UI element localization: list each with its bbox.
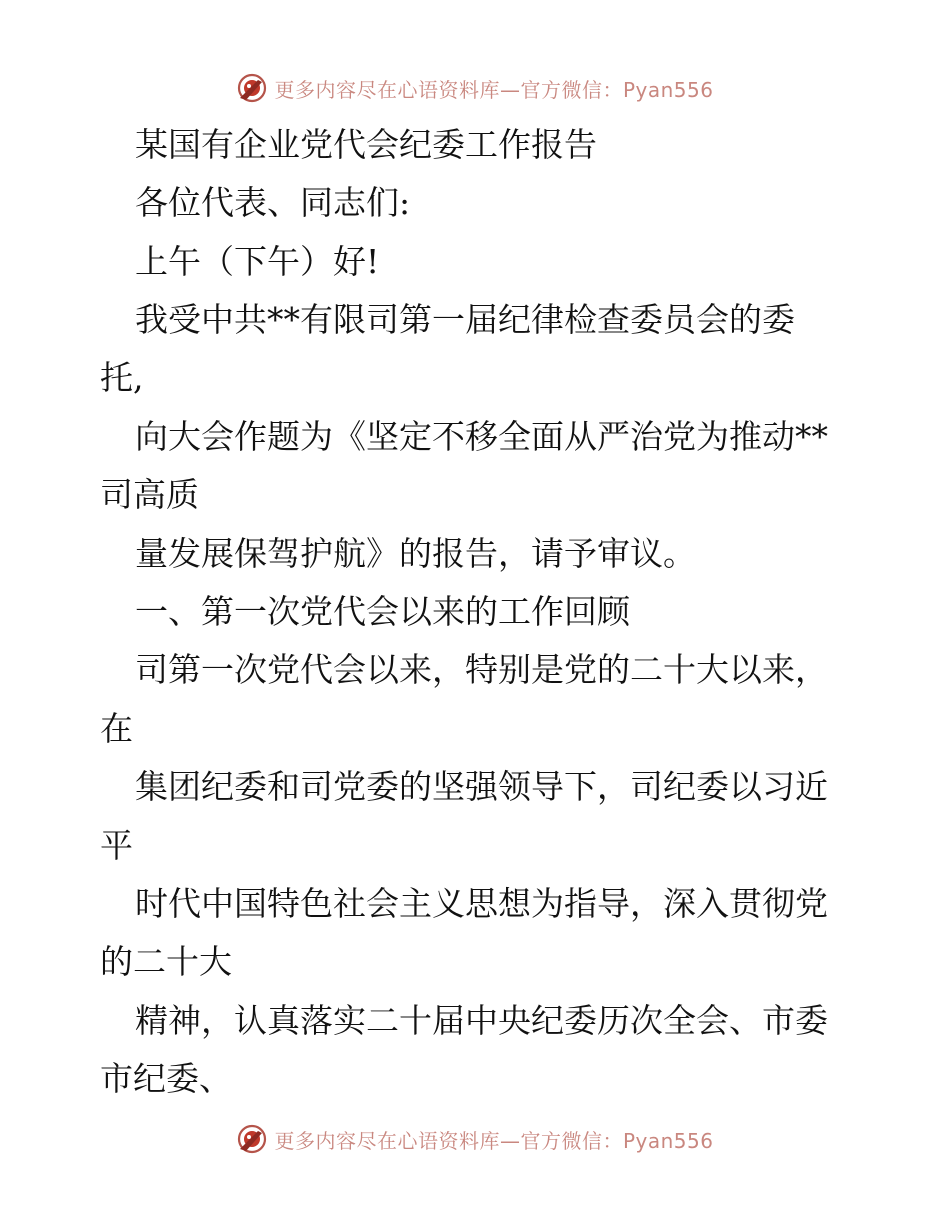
section-heading: 一、第一次党代会以来的工作回顾 [135, 592, 630, 631]
watermark-text: 更多内容尽在心语资料库—官方微信：Pyan556 [274, 77, 714, 102]
watermark-footer [0, 1123, 950, 1155]
paragraph-line: 量发展保驾护航》的报告，请予审议。 [135, 534, 696, 573]
watermark-text: 更多内容尽在心语资料库—官方微信：Pyan556 [274, 1128, 714, 1153]
paragraph-line: 平 [100, 826, 133, 865]
paragraph-line: 托, [100, 358, 144, 397]
paragraph-line: 精神，认真落实二十届中央纪委历次全会、市委 [135, 1001, 828, 1040]
paragraph-line: 司第一次党代会以来，特别是党的二十大以来， [135, 650, 828, 689]
document-title: 某国有企业党代会纪委工作报告 [135, 125, 597, 164]
paragraph-line: 司高质 [100, 475, 199, 514]
greeting: 上午（下午）好! [135, 242, 380, 281]
paragraph-line: 的二十大 [100, 942, 232, 981]
paragraph-line: 集团纪委和司党委的坚强领导下，司纪委以习近 [135, 767, 828, 806]
pen-logo-icon [236, 1123, 268, 1155]
salutation: 各位代表、同志们: [135, 183, 411, 222]
paragraph-line: 向大会作题为《坚定不移全面从严治党为推动** [135, 417, 828, 456]
pen-logo-icon [236, 72, 268, 104]
watermark-header [0, 72, 950, 104]
paragraph-line: 在 [100, 709, 133, 748]
paragraph-line: 时代中国特色社会主义思想为指导，深入贯彻党 [135, 884, 828, 923]
paragraph-line: 市纪委、 [100, 1059, 232, 1098]
paragraph-line: 我受中共**有限司第一届纪律检查委员会的委 [135, 300, 795, 339]
